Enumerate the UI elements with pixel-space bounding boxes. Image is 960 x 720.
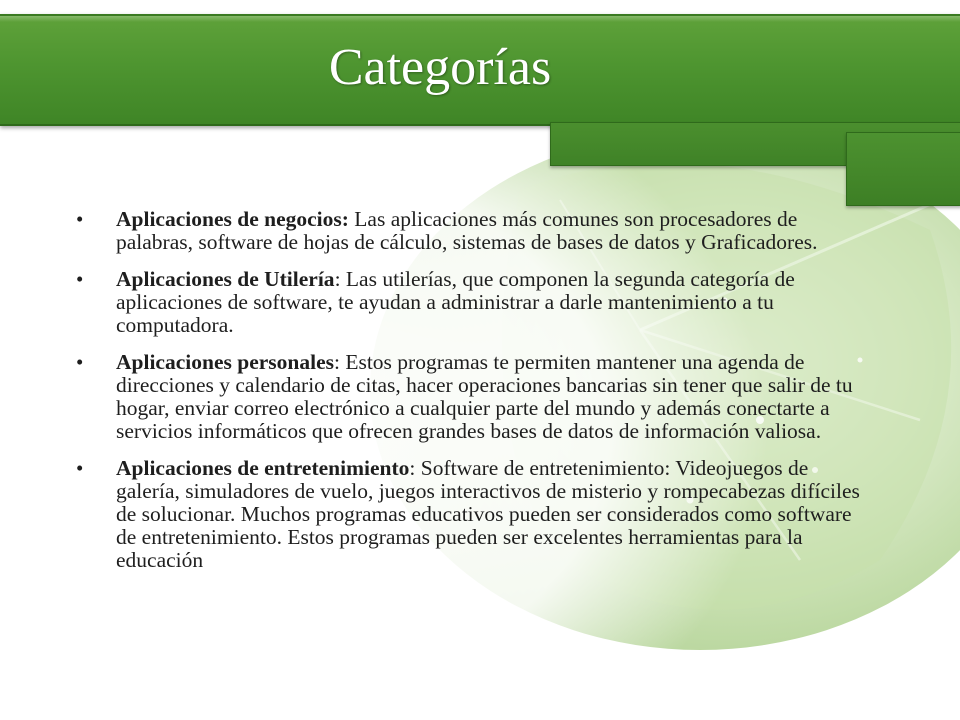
bullet-text: Las aplicaciones más comunes son procesadores de palabras, software de hojas de cálculo, sistemas de bases de datos y Graficadores. <box>116 207 818 254</box>
bullet-text: : Las utilerías, que componen la segunda categoría de aplicaciones de software, te ayudan a administrar a darle mantenimiento a tu computadora. <box>116 267 795 337</box>
bullet-label: Aplicaciones personales <box>116 350 334 374</box>
decorative-accent-square <box>846 132 960 206</box>
bullet-item-personales <box>74 351 874 443</box>
slide-title: Categorías <box>328 39 552 96</box>
bullet-list <box>74 208 874 572</box>
bullet-icon: • <box>76 267 84 291</box>
bullet-icon: • <box>76 456 84 480</box>
bullet-text: : Software de entretenimiento: Videojuegos de galería, simuladores de vuelo, juegos interactivos de misterio y rompecabezas difíciles de solucionar. Muchos programas educativos pueden ser considerados como software de entretenimiento. Estos programas pueden ser excelentes herramientas para la educación <box>116 456 860 572</box>
bullet-item-negocios <box>74 208 874 254</box>
slide-content <box>74 208 874 586</box>
bullet-text: : Estos programas te permiten mantener una agenda de direcciones y calendario de citas, hacer operaciones bancarias sin tener que salir de tu hogar, enviar correo electrónico a cualquier parte del mundo y además conectarte a servicios informáticos que ofrecen grandes bases de datos de información valiosa. <box>116 350 853 443</box>
bullet-icon: • <box>76 350 84 374</box>
bullet-item-utileria <box>74 268 874 337</box>
bullet-item-entretenimiento <box>74 457 874 572</box>
bullet-icon: • <box>76 207 84 231</box>
title-bar <box>0 14 960 126</box>
bullet-label: Aplicaciones de negocios: <box>116 207 349 231</box>
bullet-label: Aplicaciones de entretenimiento <box>116 456 410 480</box>
bullet-label: Aplicaciones de Utilería <box>116 267 335 291</box>
title-bar-shine <box>0 16 960 22</box>
